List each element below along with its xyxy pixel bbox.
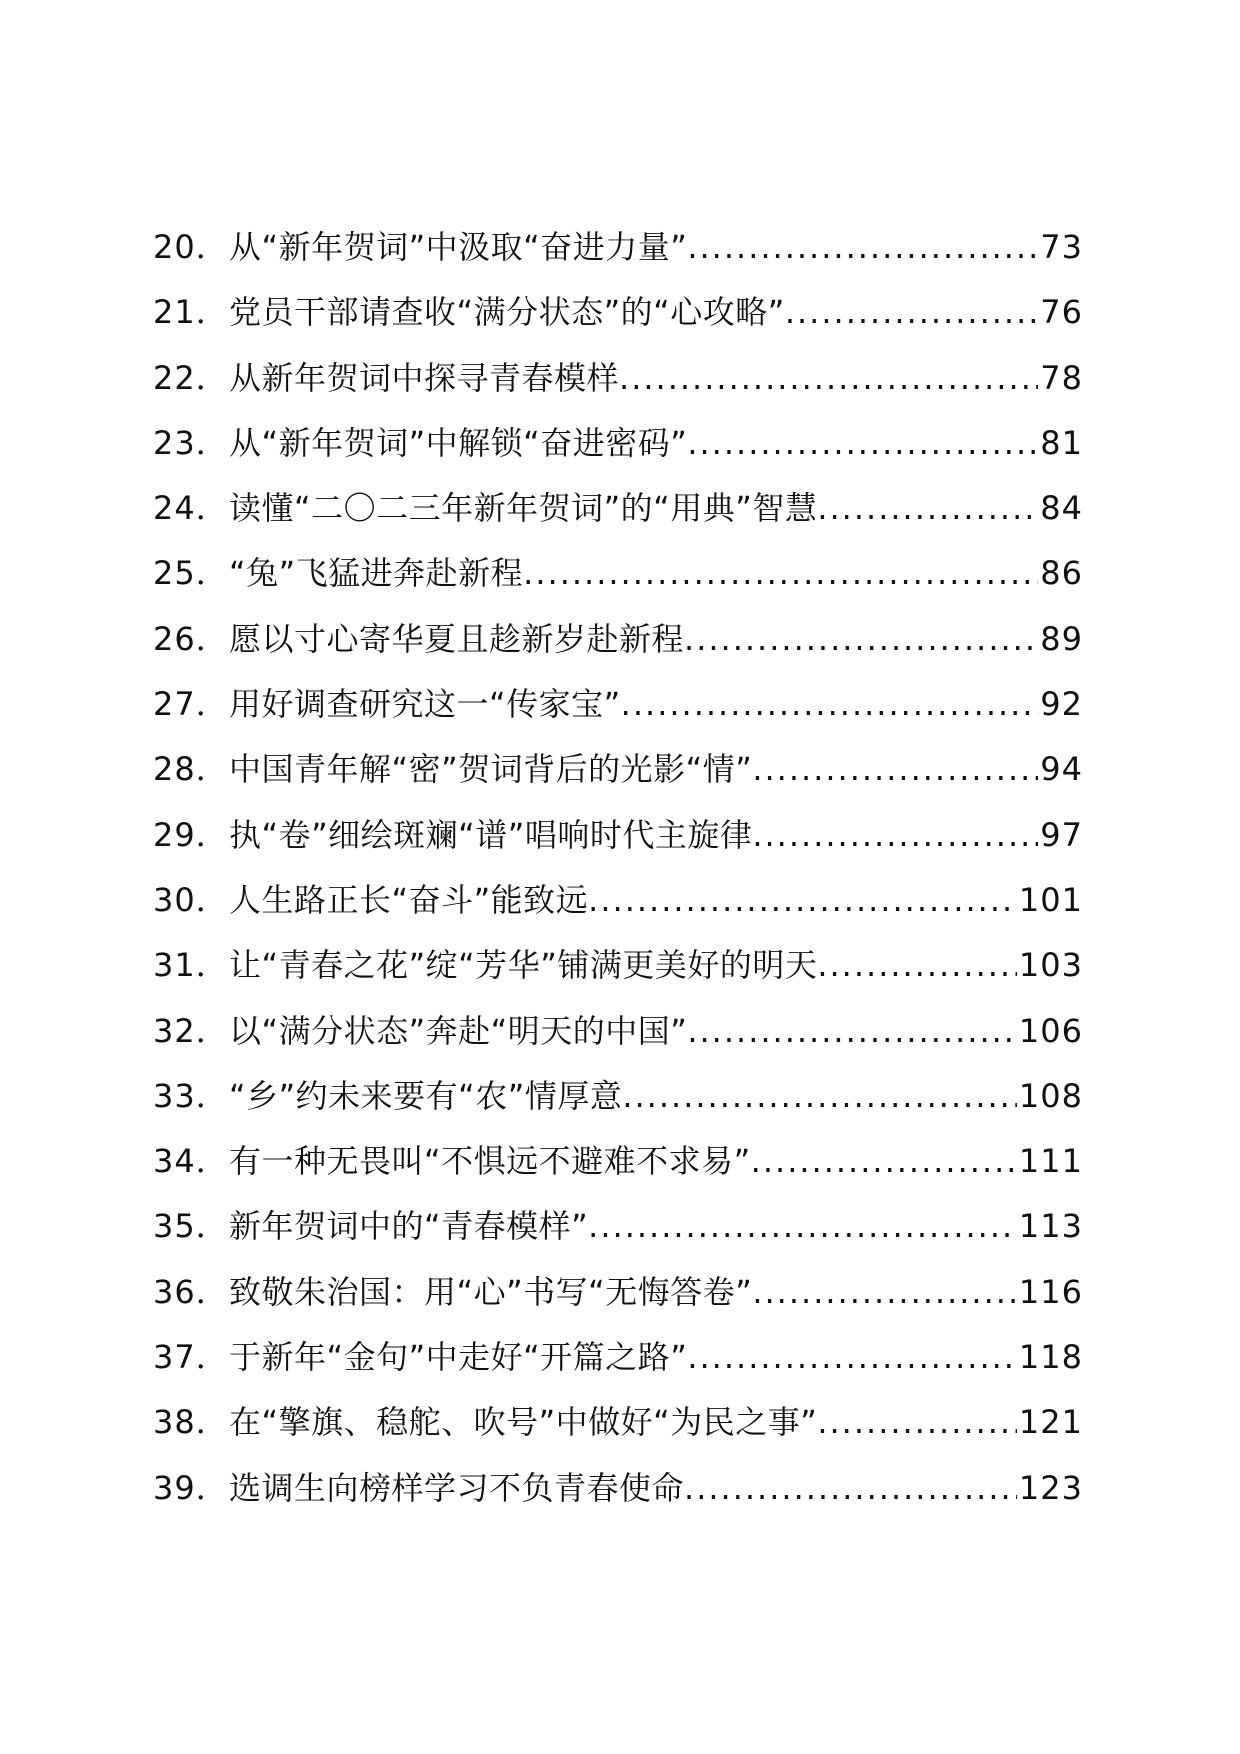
dot-leader (817, 476, 1038, 541)
toc-entry-number: 23． (153, 423, 229, 462)
dot-leader (523, 541, 1038, 606)
toc-entry-page: 76 (1040, 293, 1083, 332)
toc-entry[interactable] (153, 1129, 1083, 1194)
toc-entry-number: 31． (153, 946, 229, 985)
toc-entry-number: 26． (153, 619, 229, 658)
dot-leader (752, 803, 1038, 868)
dot-leader (684, 1456, 1017, 1521)
toc-entry-title: 中国青年解“密”贺词背后的光影“情” (229, 750, 753, 789)
toc-entry-title: 让“青春之花”绽“芳华”铺满更美好的明天 (229, 946, 818, 985)
toc-entry[interactable] (153, 737, 1083, 802)
toc-entry-number: 34． (153, 1142, 229, 1181)
toc-entry[interactable] (153, 1194, 1083, 1259)
dot-leader (752, 737, 1038, 802)
toc-entry-title: 选调生向榜样学习不负青春使命 (229, 1468, 685, 1507)
dot-leader (619, 346, 1038, 411)
toc-entry[interactable] (153, 541, 1083, 606)
toc-entry-number: 22． (153, 358, 229, 397)
toc-entry-title: “兔”飞猛进奔赴新程 (229, 554, 524, 593)
toc-entry-number: 37． (153, 1338, 229, 1377)
toc-entry-page: 103 (1018, 946, 1083, 985)
toc-entry-number: 39． (153, 1468, 229, 1507)
toc-entry-title: 有一种无畏叫“不惧远不避难不求易” (229, 1142, 751, 1181)
toc-entry-number: 33． (153, 1076, 229, 1115)
toc-entry-number: 21． (153, 293, 229, 332)
toc-entry-page: 106 (1018, 1011, 1083, 1050)
toc-entry-title: 以“满分状态”奔赴“明天的中国” (229, 1011, 688, 1050)
toc-entry-number: 25． (153, 554, 229, 593)
toc-entry[interactable] (153, 803, 1083, 868)
toc-entry-title: 于新年“金句”中走好“开篇之路” (229, 1338, 688, 1377)
toc-entry-number: 35． (153, 1207, 229, 1246)
toc-entry[interactable] (153, 411, 1083, 476)
toc-entry-page: 118 (1018, 1338, 1083, 1377)
toc-entry-number: 32． (153, 1011, 229, 1050)
toc-entry[interactable] (153, 868, 1083, 933)
dot-leader (687, 999, 1017, 1064)
toc-entry-title: 从“新年贺词”中汲取“奋进力量” (229, 228, 688, 266)
toc-entry-title: 愿以寸心寄华夏且趁新岁赴新程 (229, 619, 685, 658)
toc-entry-page: 108 (1018, 1076, 1083, 1115)
dot-leader (817, 933, 1017, 998)
toc-entry-title: 读懂“二〇二三年新年贺词”的“用典”智慧 (229, 489, 818, 528)
toc-entry-page: 111 (1018, 1142, 1083, 1181)
toc-entry-number: 38． (153, 1403, 229, 1442)
dot-leader (785, 280, 1038, 345)
toc-entry-title: 新年贺词中的“青春模样” (229, 1207, 589, 1246)
toc-entry[interactable] (153, 1390, 1083, 1455)
toc-entry[interactable] (153, 607, 1083, 672)
toc-entry-number: 27． (153, 685, 229, 724)
toc-entry-number: 20． (153, 228, 229, 266)
toc-entry-title: 执“卷”细绘斑斓“谱”唱响时代主旋律 (229, 815, 753, 854)
toc-entry-title: 人生路正长“奋斗”能致远 (229, 880, 589, 919)
toc-entry-title: 致敬朱治国：用“心”书写“无悔答卷” (229, 1272, 753, 1311)
toc-entry-page: 94 (1040, 750, 1083, 789)
toc-entry-number: 28． (153, 750, 229, 789)
toc-entry[interactable] (153, 346, 1083, 411)
dot-leader (588, 1194, 1017, 1259)
toc-entry[interactable] (153, 476, 1083, 541)
dot-leader (817, 1390, 1017, 1455)
toc-entry-number: 30． (153, 880, 229, 919)
toc-entry-page: 84 (1040, 489, 1083, 528)
toc-entry-page: 116 (1018, 1272, 1083, 1311)
toc-entry[interactable] (153, 1064, 1083, 1129)
toc-entry[interactable] (153, 1456, 1083, 1521)
toc-entry-page: 97 (1040, 815, 1083, 854)
dot-leader (687, 411, 1038, 476)
table-of-contents (153, 215, 1083, 1521)
toc-entry-title: 从“新年贺词”中解锁“奋进密码” (229, 423, 688, 462)
toc-entry-number: 24． (153, 489, 229, 528)
toc-entry[interactable] (153, 999, 1083, 1064)
toc-entry-number: 29． (153, 815, 229, 854)
dot-leader (751, 1129, 1017, 1194)
dot-leader (687, 215, 1038, 280)
dot-leader (622, 1064, 1017, 1129)
toc-entry[interactable] (153, 672, 1083, 737)
toc-entry[interactable] (153, 1325, 1083, 1390)
toc-entry-title: 从新年贺词中探寻青春模样 (229, 358, 620, 397)
toc-entry-page: 89 (1040, 619, 1083, 658)
toc-entry-title: “乡”约未来要有“农”情厚意 (229, 1076, 623, 1115)
toc-entry-page: 121 (1018, 1403, 1083, 1442)
toc-entry-title: 在“擎旗、稳舵、吹号”中做好“为民之事” (229, 1403, 818, 1442)
dot-leader (684, 607, 1038, 672)
toc-entry-page: 86 (1040, 554, 1083, 593)
toc-entry-page: 113 (1018, 1207, 1083, 1246)
toc-entry-title: 用好调查研究这一“传家宝” (229, 685, 621, 724)
dot-leader (687, 1325, 1017, 1390)
toc-entry-page: 81 (1040, 423, 1083, 462)
toc-entry[interactable] (153, 1260, 1083, 1325)
toc-entry-page: 101 (1018, 880, 1083, 919)
dot-leader (588, 868, 1017, 933)
toc-entry-page: 92 (1040, 685, 1083, 724)
toc-entry-page: 78 (1040, 358, 1083, 397)
toc-entry-title: 党员干部请查收“满分状态”的“心攻略” (229, 293, 785, 332)
toc-entry[interactable] (153, 280, 1083, 345)
toc-entry-page: 123 (1018, 1468, 1083, 1507)
dot-leader (621, 672, 1039, 737)
toc-entry[interactable] (153, 933, 1083, 998)
toc-entry-number: 36． (153, 1272, 229, 1311)
toc-entry-page: 73 (1040, 228, 1083, 266)
toc-entry[interactable] (153, 215, 1083, 280)
dot-leader (752, 1260, 1017, 1325)
